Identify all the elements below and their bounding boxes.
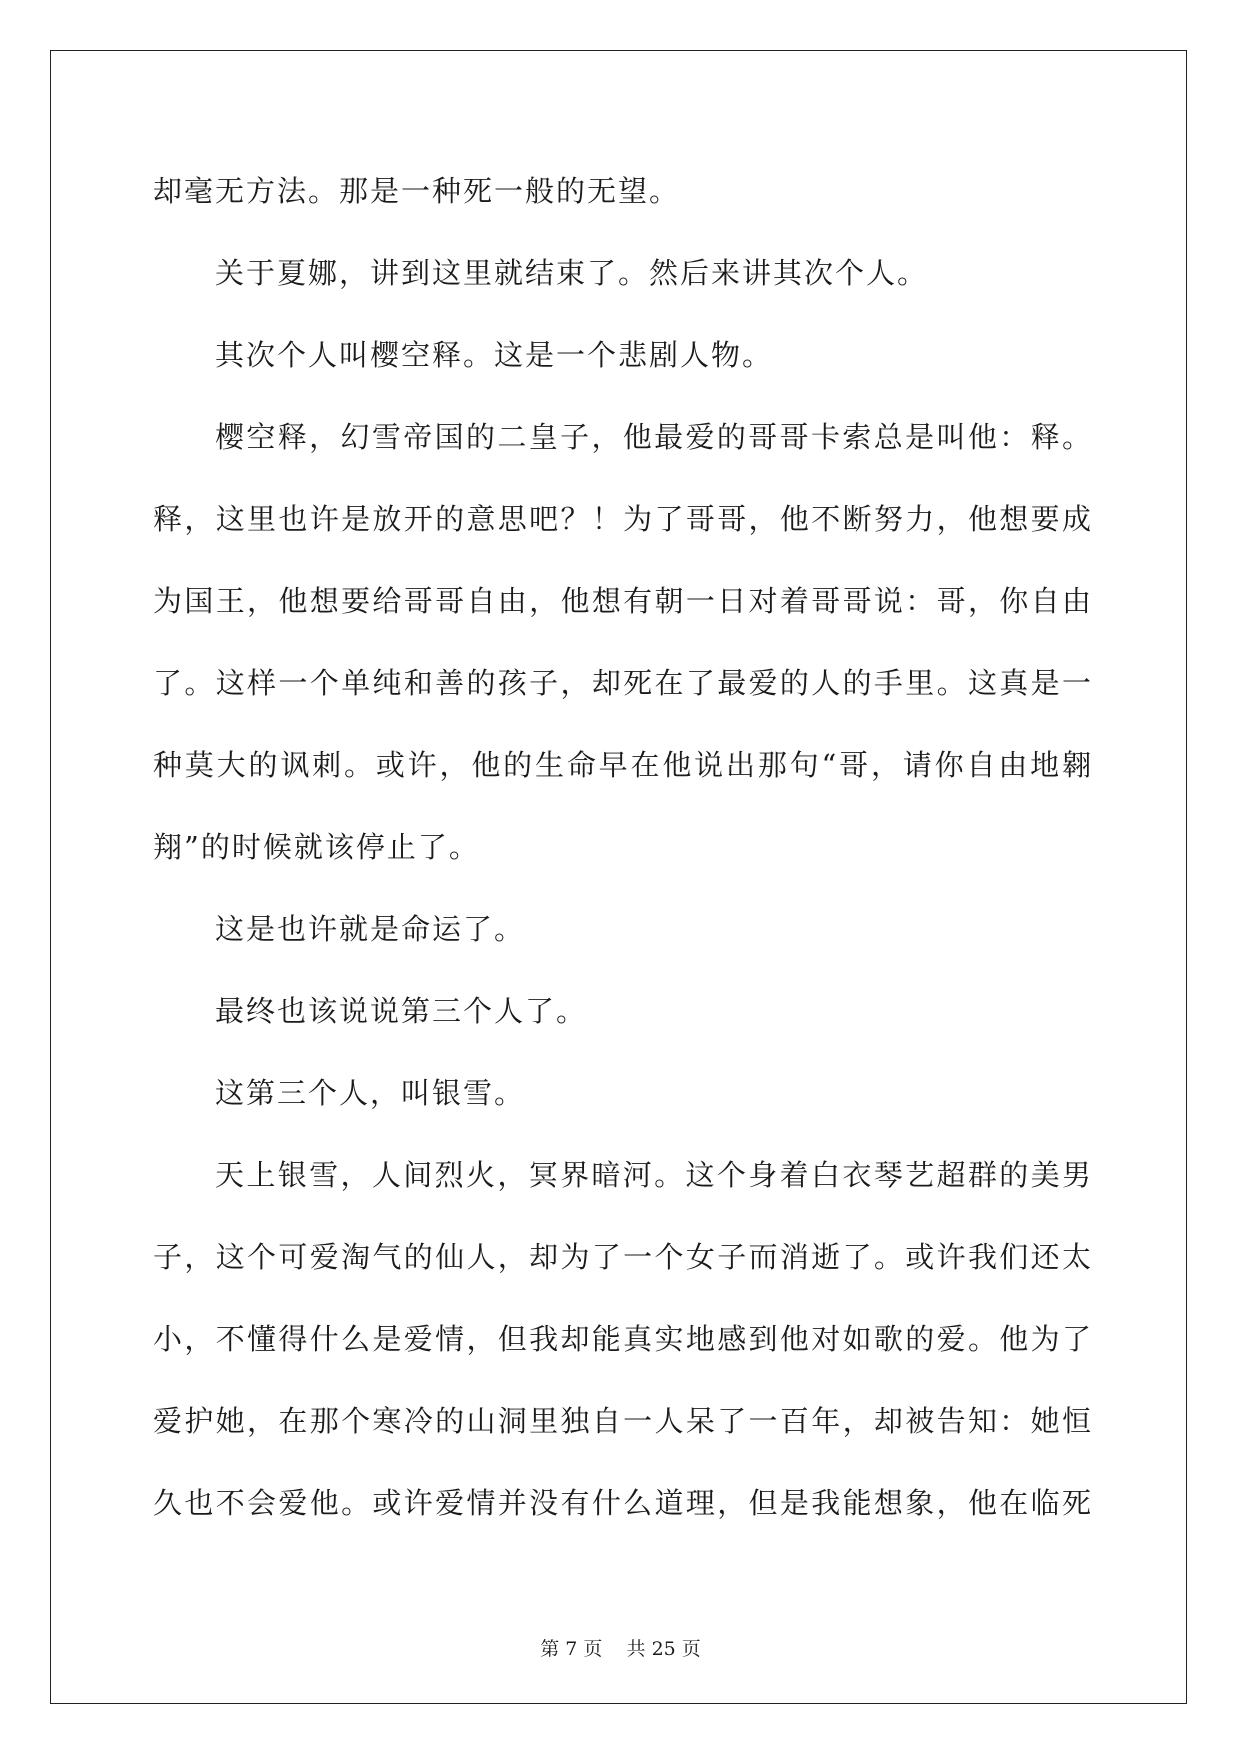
text-line: 关于夏娜，讲到这里就结束了。然后来讲其次个人。 (215, 256, 929, 290)
text-line: 小，不懂得什么是爱情，但我却能真实地感到他对如歌的爱。他为了 (153, 1322, 1093, 1356)
page-number: 第 7 页 共 25 页 (540, 1638, 701, 1660)
text-line: 子，这个可爱淘气的仙人，却为了一个女子而消逝了。或许我们还太 (153, 1240, 1093, 1274)
text-line: 释，这里也许是放开的意思吧？！为了哥哥，他不断努力，他想要成 (153, 502, 1093, 536)
text-line: 这是也许就是命运了。 (215, 912, 526, 946)
text-line: 种莫大的讽刺。或许，他的生命早在他说出那句“哥，请你自由地翱 (153, 748, 1093, 782)
text-line: 爱护她，在那个寒冷的山洞里独自一人呆了一百年，却被告知：她恒 (153, 1404, 1093, 1438)
text-line: 为国王，他想要给哥哥自由，他想有朝一日对着哥哥说：哥，你自由 (153, 584, 1093, 618)
text-line: 却毫无方法。那是一种死一般的无望。 (153, 174, 681, 208)
document-body (153, 165, 1093, 1559)
text-line: 樱空释，幻雪帝国的二皇子，他最爱的哥哥卡索总是叫他：释。 (215, 420, 1093, 454)
text-line: 了。这样一个单纯和善的孩子，却死在了最爱的人的手里。这真是一 (153, 666, 1093, 700)
text-line: 翔”的时候就该停止了。 (153, 830, 480, 864)
text-line: 天上银雪，人间烈火，冥界暗河。这个身着白衣琴艺超群的美男 (215, 1158, 1093, 1192)
text-line: 这第三个人，叫银雪。 (215, 1076, 526, 1110)
text-line: 最终也该说说第三个人了。 (215, 994, 588, 1028)
text-line: 久也不会爱他。或许爱情并没有什么道理，但是我能想象，他在临死 (153, 1486, 1093, 1520)
text-line: 其次个人叫樱空释。这是一个悲剧人物。 (215, 338, 774, 372)
